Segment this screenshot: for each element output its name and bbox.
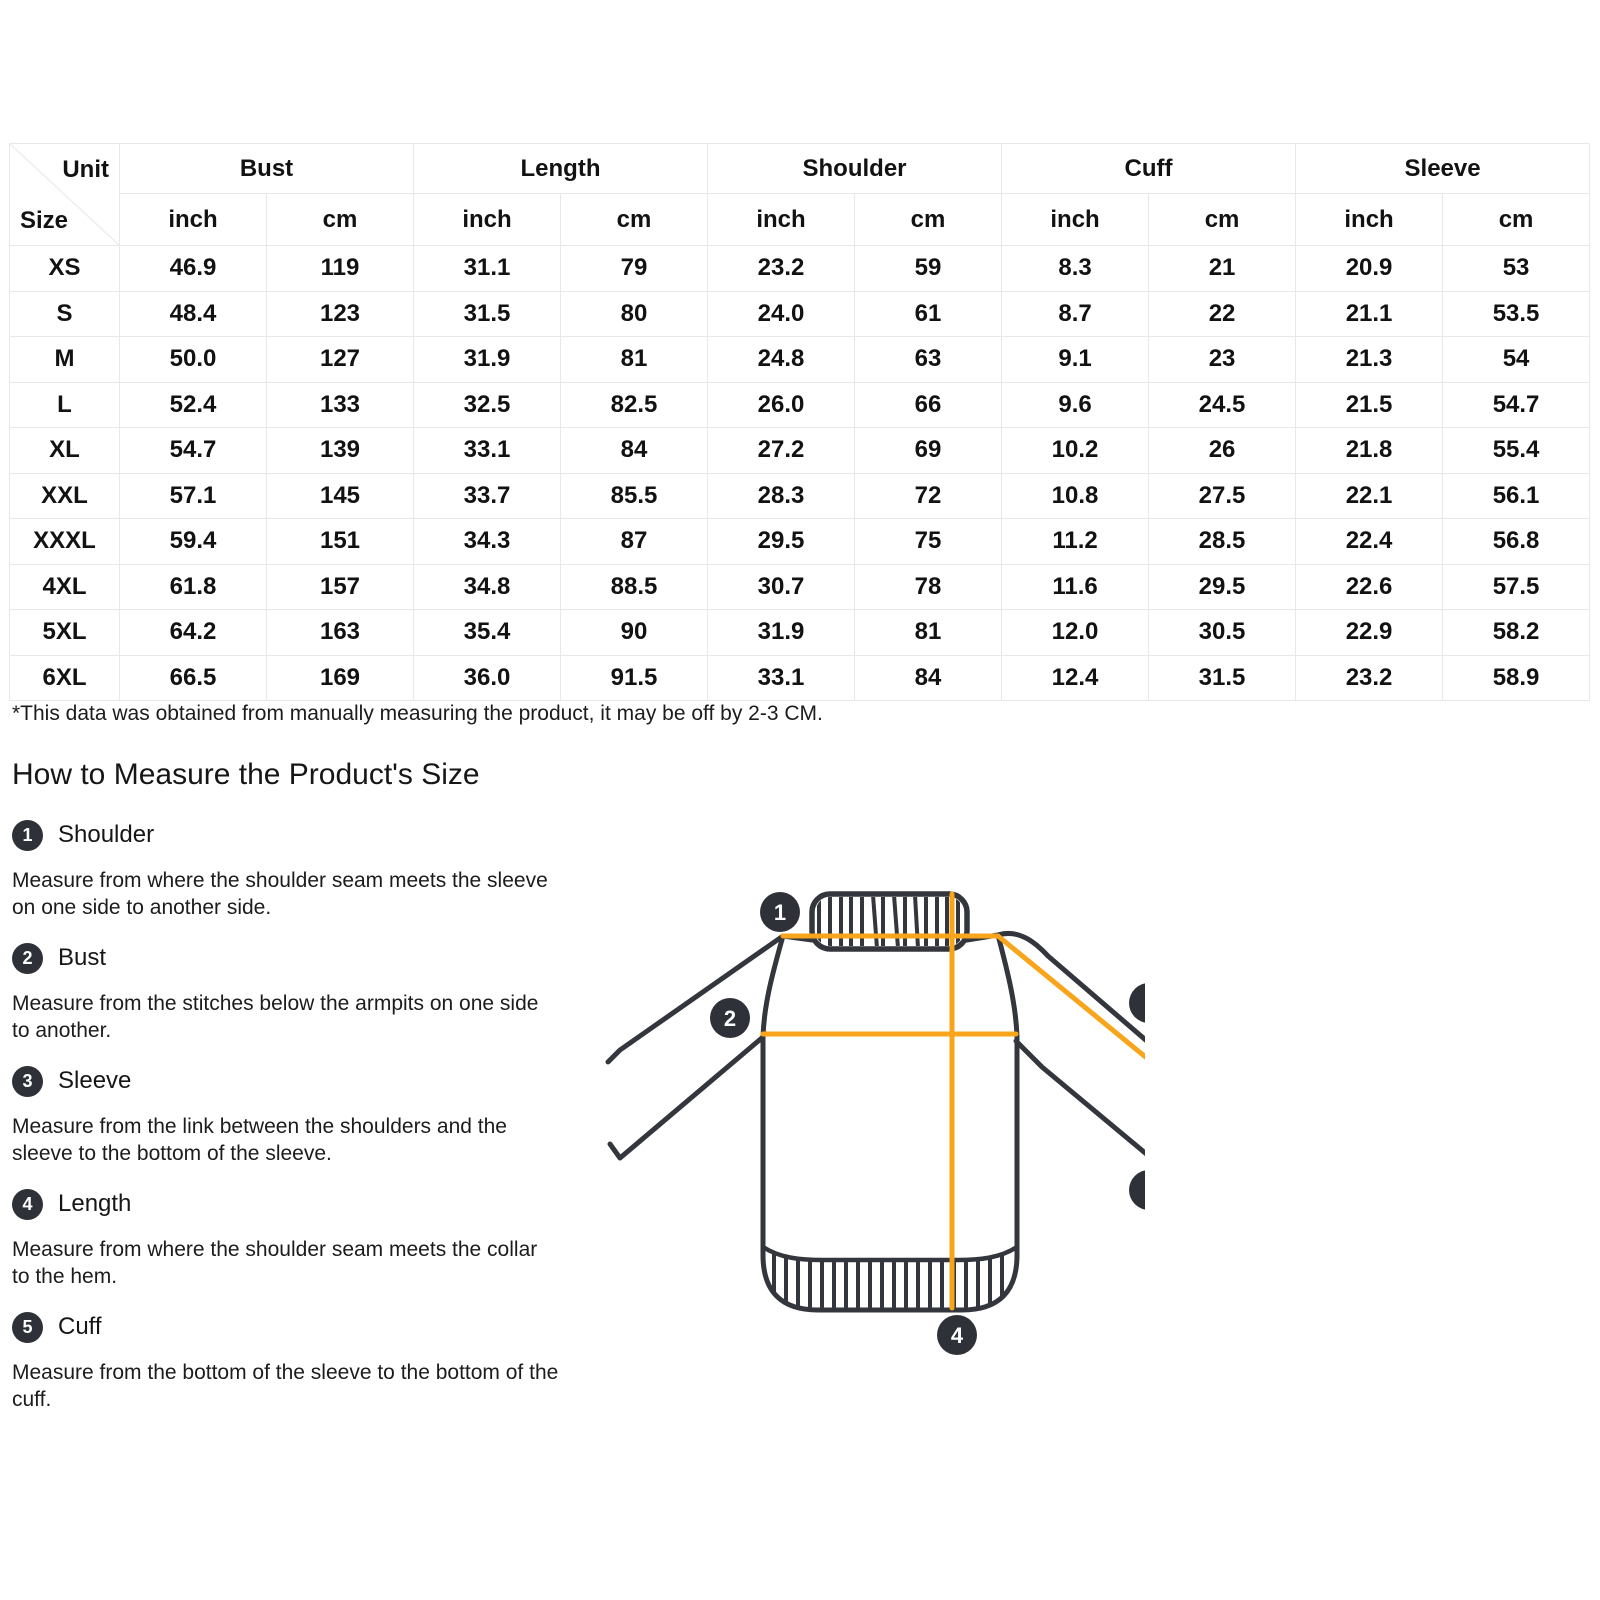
step-4-badge: 4 [12,1189,43,1220]
value-cell: 48.4 [120,291,267,337]
value-cell: 10.8 [1002,473,1149,519]
value-cell: 22.9 [1296,610,1443,656]
value-cell: 91.5 [561,655,708,701]
value-cell: 28.5 [1149,519,1296,565]
table-row [10,382,1590,428]
size-cell: XXXL [10,519,120,565]
value-cell: 151 [267,519,414,565]
value-cell: 72 [855,473,1002,519]
value-cell: 8.7 [1002,291,1149,337]
value-cell: 34.8 [414,564,561,610]
value-cell: 23.2 [708,246,855,292]
step-5-badge: 5 [12,1312,43,1343]
value-cell: 26.0 [708,382,855,428]
value-cell: 58.9 [1443,655,1590,701]
size-cell: 6XL [10,655,120,701]
measure-item-sleeve [12,1065,131,1097]
how-to-measure-title: How to Measure the Product's Size [12,758,480,791]
value-cell: 28.3 [708,473,855,519]
value-cell: 119 [267,246,414,292]
value-cell: 10.2 [1002,428,1149,474]
value-cell: 20.9 [1296,246,1443,292]
size-cell: 5XL [10,610,120,656]
value-cell: 11.6 [1002,564,1149,610]
value-cell: 54.7 [1443,382,1590,428]
value-cell: 27.5 [1149,473,1296,519]
value-cell: 35.4 [414,610,561,656]
value-cell: 21.8 [1296,428,1443,474]
value-cell: 53 [1443,246,1590,292]
value-cell: 61.8 [120,564,267,610]
table-row [10,564,1590,610]
value-cell: 59 [855,246,1002,292]
value-cell: 34.3 [414,519,561,565]
section-header-bust: Bust [120,144,414,194]
value-cell: 30.7 [708,564,855,610]
value-cell: 12.4 [1002,655,1149,701]
corner-size-label: Size [20,207,69,234]
value-cell: 61 [855,291,1002,337]
value-cell: 9.6 [1002,382,1149,428]
badge-2-number: 2 [723,1006,737,1031]
value-cell: 64.2 [120,610,267,656]
value-cell: 145 [267,473,414,519]
measure-item-description: Measure from the link between the shoulders and the sleeve to the bottom of the sleeve. [12,1115,507,1165]
value-cell: 139 [267,428,414,474]
measure-item-description: Measure from where the shoulder seam meets the sleeve on one side to another side. [12,869,548,919]
value-cell: 21.1 [1296,291,1443,337]
value-cell: 127 [267,337,414,383]
value-cell: 21.5 [1296,382,1443,428]
size-cell: XL [10,428,120,474]
value-cell: 27.2 [708,428,855,474]
step-1-badge: 1 [12,820,43,851]
size-cell: L [10,382,120,428]
table-header-units [10,194,1590,246]
sweater-measurement-diagram [560,845,1145,1357]
value-cell: 31.5 [414,291,561,337]
value-cell: 46.9 [120,246,267,292]
value-cell: 12.0 [1002,610,1149,656]
measure-item-label: Cuff [58,1313,102,1340]
turtleneck-collar [812,894,967,949]
value-cell: 163 [267,610,414,656]
measure-item-shoulder [12,819,154,851]
table-row [10,473,1590,519]
value-cell: 26 [1149,428,1296,474]
sleeve-measure-line [998,936,1145,1059]
value-cell: 55.4 [1443,428,1590,474]
value-cell: 33.1 [708,655,855,701]
table-row [10,337,1590,383]
size-chart-table [9,143,1590,701]
badge-4-number: 4 [950,1323,964,1348]
unit-header: inch [1296,194,1443,246]
value-cell: 31.9 [708,610,855,656]
value-cell: 24.8 [708,337,855,383]
value-cell: 31.1 [414,246,561,292]
value-cell: 36.0 [414,655,561,701]
value-cell: 8.3 [1002,246,1149,292]
measure-item-label: Bust [58,944,107,971]
value-cell: 88.5 [561,564,708,610]
value-cell: 54.7 [120,428,267,474]
table-row [10,519,1590,565]
measure-item-description: Measure from the bottom of the sleeve to the bottom of the cuff. [12,1361,559,1411]
value-cell: 133 [267,382,414,428]
value-cell: 21.3 [1296,337,1443,383]
unit-header: cm [267,194,414,246]
step-3-badge: 3 [12,1066,43,1097]
value-cell: 56.8 [1443,519,1590,565]
value-cell: 31.9 [414,337,561,383]
value-cell: 22.1 [1296,473,1443,519]
value-cell: 23.2 [1296,655,1443,701]
value-cell: 24.5 [1149,382,1296,428]
value-cell: 80 [561,291,708,337]
step-2-badge: 2 [12,943,43,974]
section-header-cuff: Cuff [1002,144,1296,194]
value-cell: 32.5 [414,382,561,428]
measure-item-description: Measure from where the shoulder seam meets the collar to the hem. [12,1238,538,1288]
value-cell: 78 [855,564,1002,610]
value-cell: 56.1 [1443,473,1590,519]
badge-5-circle [1129,1170,1145,1210]
measure-item-label: Shoulder [58,821,155,848]
measure-item-label: Length [58,1190,132,1217]
value-cell: 30.5 [1149,610,1296,656]
table-row [10,655,1590,701]
unit-header: inch [708,194,855,246]
value-cell: 75 [855,519,1002,565]
size-cell: 4XL [10,564,120,610]
value-cell: 69 [855,428,1002,474]
section-header-sleeve: Sleeve [1296,144,1590,194]
section-header-shoulder: Shoulder [708,144,1002,194]
value-cell: 157 [267,564,414,610]
value-cell: 31.5 [1149,655,1296,701]
unit-header: inch [1002,194,1149,246]
size-cell: S [10,291,120,337]
value-cell: 53.5 [1443,291,1590,337]
value-cell: 57.5 [1443,564,1590,610]
section-header-length: Length [414,144,708,194]
value-cell: 81 [561,337,708,383]
table-row [10,291,1590,337]
value-cell: 24.0 [708,291,855,337]
value-cell: 33.7 [414,473,561,519]
value-cell: 50.0 [120,337,267,383]
value-cell: 22.4 [1296,519,1443,565]
value-cell: 9.1 [1002,337,1149,383]
measure-item-bust [12,942,106,974]
value-cell: 79 [561,246,708,292]
unit-header: cm [1149,194,1296,246]
table-row [10,610,1590,656]
table-row [10,428,1590,474]
unit-header: inch [414,194,561,246]
badge-3-circle [1129,983,1145,1023]
value-cell: 169 [267,655,414,701]
size-cell: M [10,337,120,383]
size-cell: XXL [10,473,120,519]
value-cell: 85.5 [561,473,708,519]
measure-item-length [12,1188,131,1220]
unit-header: inch [120,194,267,246]
value-cell: 82.5 [561,382,708,428]
value-cell: 52.4 [120,382,267,428]
value-cell: 54 [1443,337,1590,383]
table-row [10,246,1590,292]
size-cell: XS [10,246,120,292]
unit-header: cm [1443,194,1590,246]
corner-unit-label: Unit [62,156,109,183]
value-cell: 66.5 [120,655,267,701]
value-cell: 81 [855,610,1002,656]
value-cell: 63 [855,337,1002,383]
table-header-sections [10,144,1590,194]
value-cell: 84 [561,428,708,474]
unit-header: cm [561,194,708,246]
value-cell: 57.1 [120,473,267,519]
unit-size-corner-cell [10,144,120,246]
measurement-disclaimer-note: *This data was obtained from manually measuring the product, it may be off by 2-3 CM. [12,702,823,725]
value-cell: 29.5 [1149,564,1296,610]
measure-item-description: Measure from the stitches below the armpits on one side to another. [12,992,539,1042]
unit-header: cm [855,194,1002,246]
value-cell: 66 [855,382,1002,428]
sweater-body [763,935,1017,1310]
value-cell: 87 [561,519,708,565]
value-cell: 23 [1149,337,1296,383]
value-cell: 22.6 [1296,564,1443,610]
value-cell: 22 [1149,291,1296,337]
measure-item-cuff [12,1311,102,1343]
value-cell: 21 [1149,246,1296,292]
value-cell: 123 [267,291,414,337]
value-cell: 29.5 [708,519,855,565]
badge-1-number: 1 [773,900,787,925]
value-cell: 59.4 [120,519,267,565]
value-cell: 11.2 [1002,519,1149,565]
measure-item-label: Sleeve [58,1067,132,1094]
value-cell: 90 [561,610,708,656]
value-cell: 58.2 [1443,610,1590,656]
value-cell: 84 [855,655,1002,701]
value-cell: 33.1 [414,428,561,474]
